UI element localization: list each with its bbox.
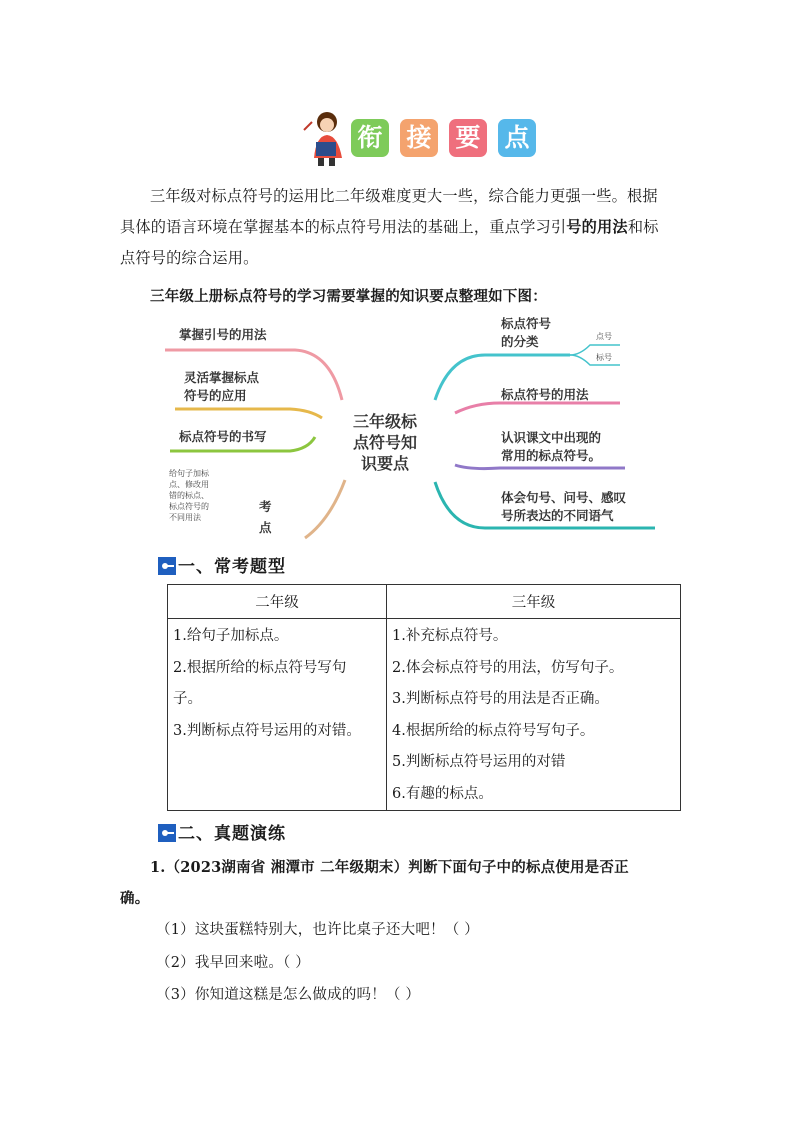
question-1-line-1: 1.（2023湖南省 湘潭市 二年级期末）判断下面句子中的标点使用是否正	[150, 859, 629, 876]
question-1-items	[156, 914, 716, 1012]
title-tile-3: 要	[449, 119, 487, 157]
question-item: （2）我早回来啦。（ ）	[156, 954, 310, 971]
key-icon	[158, 557, 176, 575]
mind-left-node-2	[184, 369, 259, 405]
mind-left-node-4-detail-5: 不同用法	[169, 513, 201, 522]
question-type-table	[167, 584, 681, 811]
section-1-title: 一、常考题型	[178, 557, 286, 577]
intro-line-2	[120, 212, 680, 243]
header-banner	[296, 108, 546, 168]
mind-left-node-4-detail-2: 点、修改用	[169, 480, 209, 489]
mind-center-node	[345, 411, 425, 474]
mind-left-node-4-detail	[169, 468, 209, 523]
mind-map	[150, 310, 660, 550]
title-tile-1: 衔	[351, 119, 389, 157]
list-item: 1.补充标点符号。	[392, 628, 508, 644]
mind-right-node-3-line-2: 常用的标点符号。	[501, 448, 602, 463]
table-header-cell: 三年级	[387, 585, 681, 619]
mind-center-line-3: 识要点	[360, 454, 409, 473]
summary-line: 三年级上册标点符号的学习需要掌握的知识要点整理如下图：	[150, 288, 547, 305]
intro-line-2-bold: 号的用法	[566, 218, 628, 236]
table-cell-grade3	[387, 619, 681, 811]
section-1-heading	[158, 552, 286, 577]
mind-right-node-4-line-1: 体会句号、问号、感叹	[501, 490, 627, 505]
mind-left-node-4-detail-1: 给句子加标	[169, 469, 209, 478]
mind-left-node-2-line-2: 符号的应用	[184, 388, 247, 403]
mind-right-node-3	[501, 429, 601, 465]
key-icon	[158, 824, 176, 842]
mind-right-node-2: 标点符号的用法	[501, 387, 589, 402]
list-item: 2.根据所给的标点符号写句	[173, 659, 347, 676]
mind-center-line-2: 点符号知	[352, 433, 417, 452]
mind-right-node-3-line-1: 认识课文中出现的	[501, 430, 602, 445]
mind-right-node-4	[501, 489, 626, 525]
mind-left-node-2-line-1: 灵活掌握标点	[184, 370, 260, 385]
mind-right-child-1: 点号	[596, 332, 612, 341]
mind-right-node-1-line-2: 的分类	[501, 334, 539, 349]
question-item: （3）你知道这糕是怎么做成的吗！（ ）	[156, 987, 421, 1003]
list-item: 5.判断标点符号运用的对错	[392, 754, 566, 770]
list-item: 4.根据所给的标点符号写句子。	[392, 722, 595, 739]
list-item: 1.给句子加标点。	[173, 628, 289, 644]
mind-right-node-4-line-2: 号所表达的不同语气	[501, 508, 614, 523]
mind-right-node-1-line-1: 标点符号	[501, 316, 552, 331]
section-2-heading	[158, 819, 286, 844]
question-item: （1）这块蛋糕特别大，也许比桌子还大吧！（ ）	[156, 922, 479, 938]
table-header-row	[168, 585, 681, 619]
mind-left-node-4-line-1: 考	[259, 499, 272, 514]
question-1	[120, 852, 680, 914]
title-tile-2: 接	[400, 119, 438, 157]
mind-right-child-2: 标号	[596, 353, 612, 362]
intro-line-2-text: 具体的语言环境在掌握基本的标点符号用法的基础上，重点学习引	[120, 218, 567, 236]
list-item: 2.体会标点符号的用法，仿写句子。	[392, 659, 624, 676]
mind-left-node-3: 标点符号的书写	[179, 429, 267, 444]
list-item: 3.判断标点符号的用法是否正确。	[392, 691, 609, 707]
intro-line-3: 点符号的综合运用。	[120, 249, 259, 267]
mind-left-node-1: 掌握引号的用法	[179, 327, 267, 342]
mind-left-node-4-line-2: 点	[259, 520, 272, 535]
table-header-cell: 二年级	[168, 585, 387, 619]
mind-center-line-1: 三年级标	[352, 412, 417, 431]
mind-left-node-4	[259, 496, 272, 538]
list-item: 3.判断标点符号运用的对错。	[173, 722, 361, 739]
mind-left-node-4-detail-3: 错的标点、	[169, 491, 209, 500]
intro-paragraph	[120, 181, 680, 274]
list-item: 子。	[173, 691, 202, 707]
title-tile-4: 点	[498, 119, 536, 157]
teacher-illustration	[296, 108, 352, 168]
intro-line-1: 三年级对标点符号的运用比二年级难度更大一些，综合能力更强一些。根据	[150, 187, 658, 205]
question-1-line-2: 确。	[120, 890, 150, 907]
table-row	[168, 619, 681, 811]
intro-line-2-tail: 和标	[627, 218, 659, 236]
list-item: 6.有趣的标点。	[392, 785, 493, 802]
table-cell-grade2	[168, 619, 387, 811]
section-2-title: 二、真题演练	[178, 824, 286, 844]
mind-right-node-1	[501, 315, 551, 351]
mind-left-node-4-detail-4: 标点符号的	[169, 502, 209, 511]
